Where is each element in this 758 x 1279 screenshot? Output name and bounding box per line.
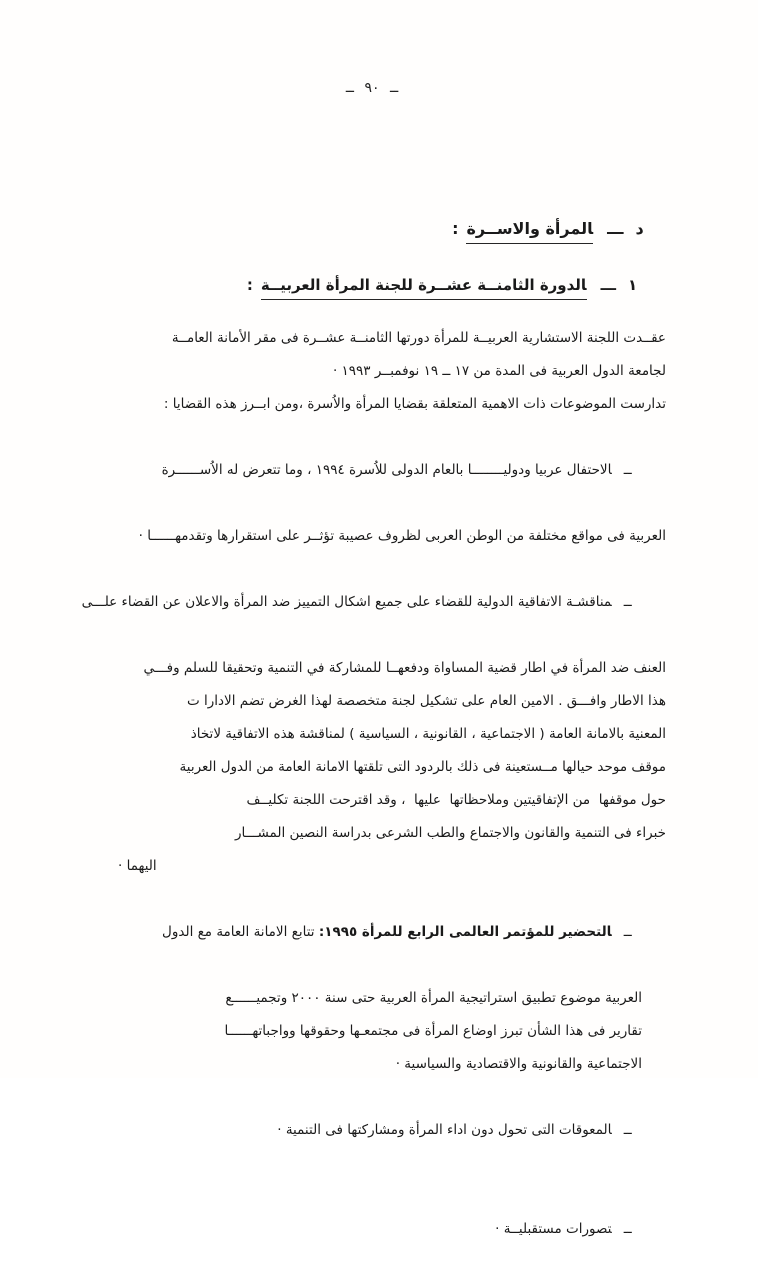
- dash-icon: ـــ: [600, 276, 616, 294]
- bullet-item: [86, 421, 666, 553]
- bullet-line: الاجتماعية والقانونية والاقتصادية والسياسية ·: [395, 1056, 642, 1072]
- page-number: ــ ٩٠ ــ: [345, 80, 399, 96]
- section-marker: د: [635, 219, 644, 238]
- bullet-line: العنف ضد المرأة في اطار قضية المساواة ودفعهــا للمشاركة في التنمية وتحقيقا للسلم وفـــي: [143, 660, 666, 676]
- bullet-line: [86, 421, 666, 520]
- bullet-text: الاحتفال عربيا ودوليــــــــا بالعام الدولى للاُسرة ١٩٩٤ ، وما تتعرض له الاُســــــرة: [161, 462, 612, 478]
- subsection-marker: ١: [627, 276, 638, 294]
- bullet-line: موقف موحد حيالها مــستعينة فى ذلك بالردود التى تلقتها الامانة العامة من الدول العربية: [179, 759, 666, 775]
- section-colon: :: [452, 219, 459, 238]
- bullet-line: العربية موضوع تطبيق استراتيجية المرأة العربية حتى سنة ٢٠٠٠ وتجميــــــع: [225, 990, 642, 1006]
- bullet-dash-icon: ــ: [623, 1122, 632, 1138]
- paragraph-line: عقــدت اللجنة الاستشارية العربيــة للمرأة دورتها الثامنــة عشــرة فى مقر الأمانة العامــة: [171, 330, 666, 346]
- bullet-text: تصورات مستقبليــة ·: [495, 1221, 612, 1237]
- paragraph-line: لجامعة الدول العربية فى المدة من ١٧ ــ ١٩ نوفمبــر ١٩٩٣ ·: [332, 363, 666, 379]
- bullet-line: [86, 883, 666, 982]
- bullet-line: هذا الاطار وافـــق . الامين العام على تشكيل لجنة متخصصة لهذا الغرض تضم الادارا ت: [187, 693, 666, 709]
- bullet-item: [86, 1081, 666, 1180]
- bullet-item: [81, 553, 666, 883]
- bullet-dash-icon: ــ: [623, 924, 632, 940]
- bullet-line: [86, 1180, 666, 1279]
- bullet-dash-icon: ــ: [623, 462, 632, 478]
- bullet-line: خبراء فى التنمية والقانون والاجتماع والطب الشرعى بدراسة النصين المشـــار: [235, 825, 666, 841]
- subsection-heading: [247, 258, 658, 312]
- bullet-line: المعنية بالامانة العامة ( الاجتماعية ، القانونية ، السياسية ) لمناقشة هذه الاتفاقية لاتخاذ: [190, 726, 666, 742]
- bullet-lead-bold: التحضير للمؤتمر العالمى الرابع للمرأة ١٩٩٥:: [318, 924, 612, 940]
- bullet-line: العربية فى مواقع مختلفة من الوطن العربى لظروف عصيبة تؤثــر على استقرارها وتقدمهــــــا ·: [138, 528, 666, 544]
- bullet-item: [86, 1180, 666, 1279]
- bullet-text: تتابع الامانة العامة مع الدول: [162, 924, 319, 940]
- bullet-line: اليهما ·: [118, 858, 157, 874]
- subsection-title: الدورة الثامنــة عشــرة للجنة المرأة العربيــة: [261, 276, 587, 300]
- section-heading: [452, 200, 666, 257]
- bullet-dash-icon: ــ: [623, 594, 632, 610]
- bullet-text: المعوقات التى تحول دون اداء المرأة ومشاركتها فى التنمية ·: [277, 1122, 612, 1138]
- subsection-colon: :: [246, 276, 253, 294]
- bullet-line: تقارير فى هذا الشأن تبرز اوضاع المرأة فى مجتمعـها وحقوقها وواجباتهــــــا: [224, 1023, 642, 1039]
- paragraph-line: تدارست الموضوعات ذات الاهمية المتعلقة بقضايا المرأة والاُسرة ،ومن ابــرز هذه القضايا :: [163, 396, 666, 412]
- section-title: المرأة والاســرة: [466, 219, 593, 244]
- dash-icon: ـــ: [607, 219, 624, 238]
- bullet-line: [86, 1081, 666, 1180]
- bullet-line: حول موقفها من الإتفاقيتين وملاحظاتها عليها ، وقد اقترحت اللجنة تكليــف: [246, 792, 666, 808]
- bullet-item: [86, 883, 666, 1081]
- bullet-text: مناقشـة الاتفاقية الدولية للقضاء على جميع اشكال التمييز ضد المرأة والاعلان عن القضاء علـــى: [81, 594, 612, 610]
- body-text: [81, 322, 666, 1279]
- bullet-line: [81, 553, 666, 652]
- bullet-dash-icon: ــ: [623, 1221, 632, 1237]
